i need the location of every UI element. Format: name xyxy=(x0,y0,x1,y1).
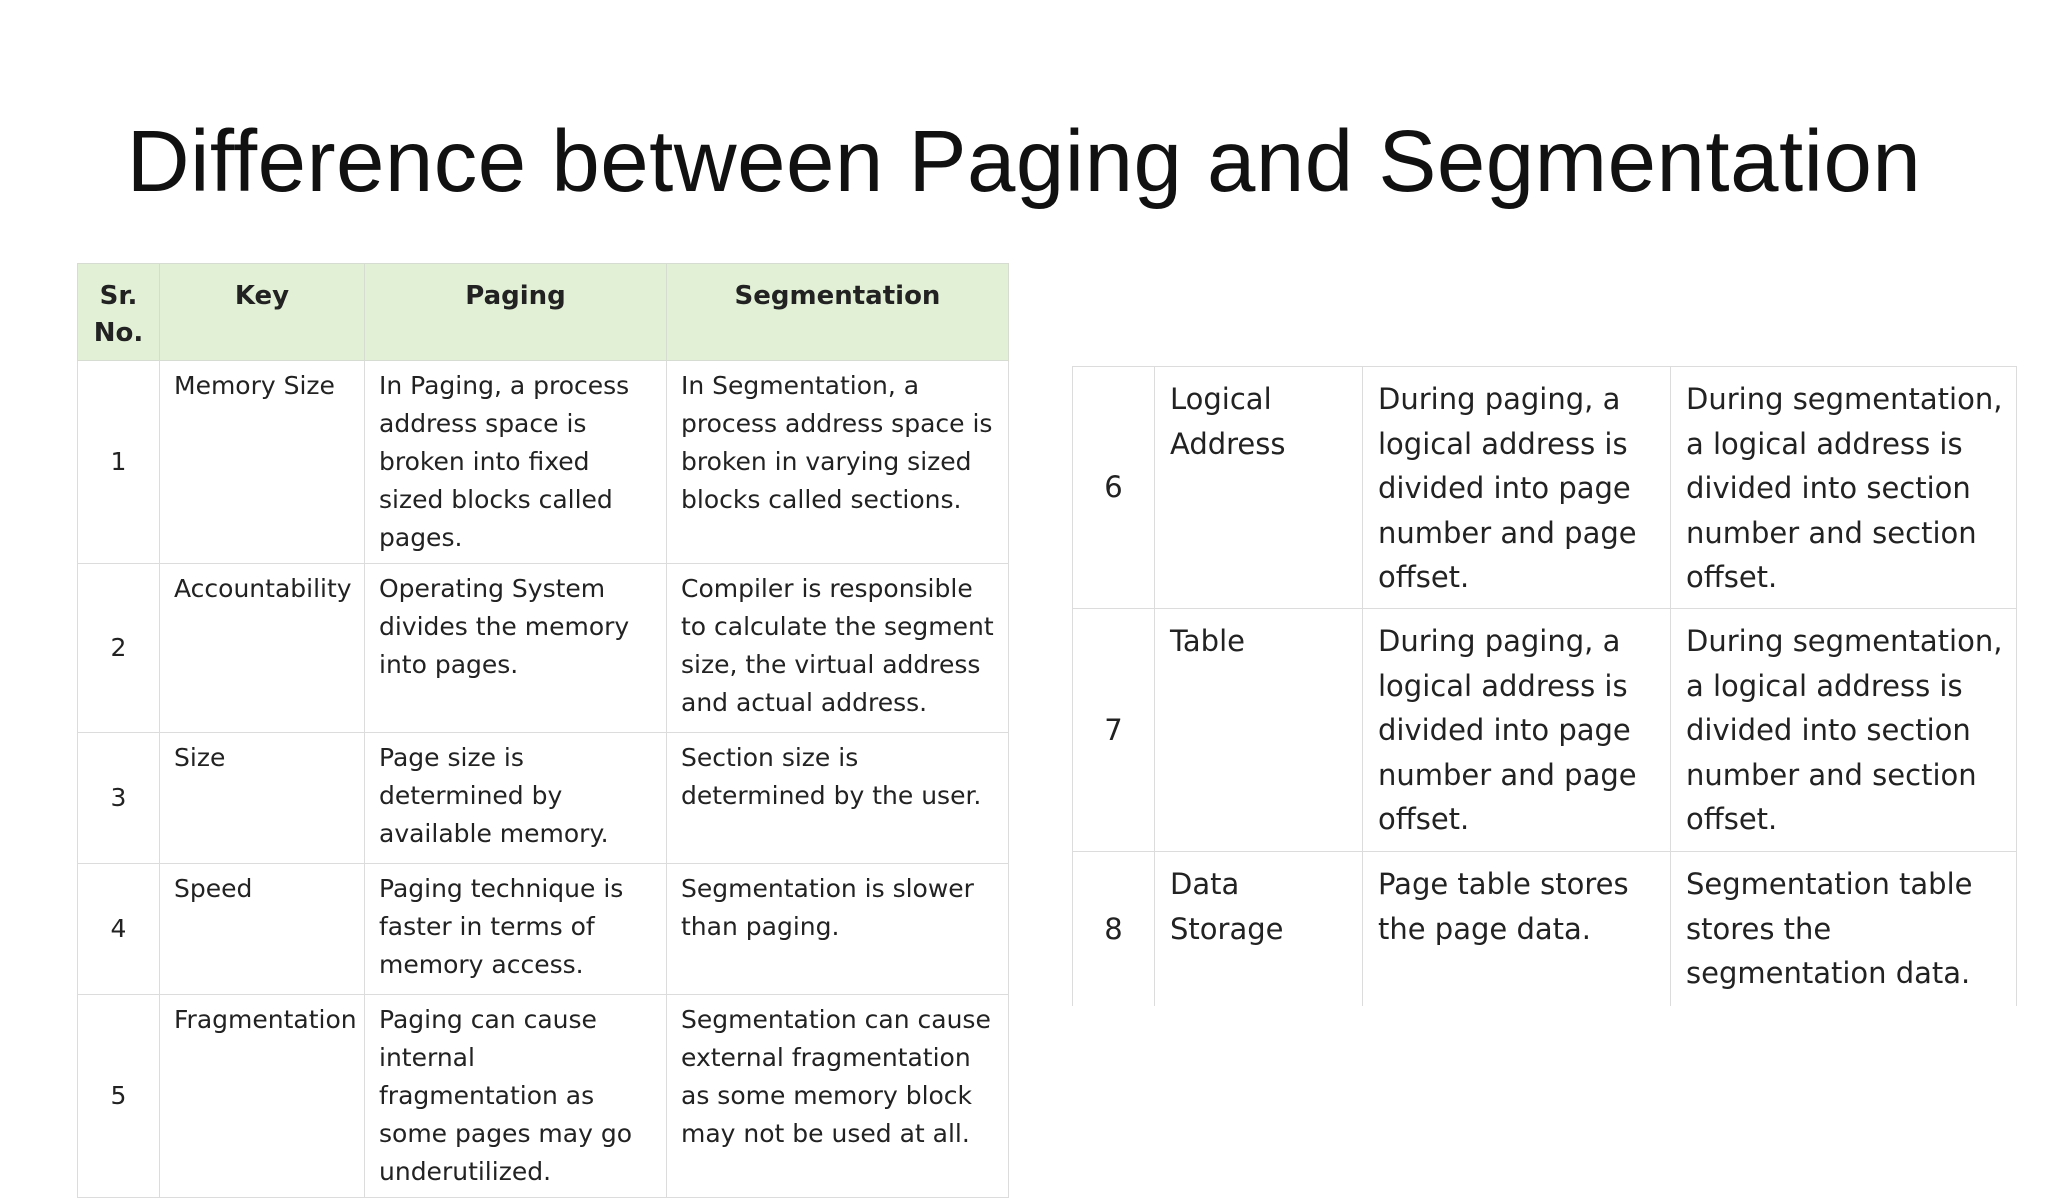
table-row xyxy=(1073,367,2017,609)
table-row xyxy=(1073,852,2017,1006)
table-header-row xyxy=(78,264,1009,361)
table-row xyxy=(78,361,1009,564)
row-key: Data Storage xyxy=(1155,852,1363,1006)
header-paging: Paging xyxy=(365,264,667,361)
comparison-table-right xyxy=(1072,366,2017,1006)
row-paging: Paging technique is faster in terms of memory access. xyxy=(365,864,667,995)
row-segmentation: During segmentation, a logical address is divided into section number and section offset. xyxy=(1671,609,2017,852)
row-segmentation: During segmentation, a logical address is divided into section number and section offset. xyxy=(1671,367,2017,609)
row-segmentation: Segmentation is slower than paging. xyxy=(667,864,1009,995)
table-row xyxy=(1073,609,2017,852)
row-paging: In Paging, a process address space is broken into fixed sized blocks called pages. xyxy=(365,361,667,564)
table-row xyxy=(78,733,1009,864)
row-paging: Page table stores the page data. xyxy=(1363,852,1671,1006)
row-key: Speed xyxy=(160,864,365,995)
row-key: Table xyxy=(1155,609,1363,852)
row-number: 2 xyxy=(78,564,160,733)
row-number: 4 xyxy=(78,864,160,995)
row-key: Fragmentation xyxy=(160,995,365,1198)
row-number: 3 xyxy=(78,733,160,864)
row-number: 8 xyxy=(1073,852,1155,1006)
header-key: Key xyxy=(160,264,365,361)
row-paging: Paging can cause internal fragmentation as some pages may go underutilized. xyxy=(365,995,667,1198)
row-key: Memory Size xyxy=(160,361,365,564)
row-key: Logical Address xyxy=(1155,367,1363,609)
row-segmentation: In Segmentation, a process address space is broken in varying sized blocks called sections. xyxy=(667,361,1009,564)
row-segmentation: Compiler is responsible to calculate the segment size, the virtual address and actual address. xyxy=(667,564,1009,733)
row-paging: During paging, a logical address is divided into page number and page offset. xyxy=(1363,367,1671,609)
row-paging: Page size is determined by available memory. xyxy=(365,733,667,864)
row-number: 5 xyxy=(78,995,160,1198)
comparison-table-left xyxy=(77,263,1009,1198)
row-key: Accountability xyxy=(160,564,365,733)
row-number: 6 xyxy=(1073,367,1155,609)
row-paging: During paging, a logical address is divided into page number and page offset. xyxy=(1363,609,1671,852)
row-number: 1 xyxy=(78,361,160,564)
row-segmentation: Section size is determined by the user. xyxy=(667,733,1009,864)
slide-title: Difference between Paging and Segmentation xyxy=(126,113,1922,210)
header-segmentation: Segmentation xyxy=(667,264,1009,361)
row-number: 7 xyxy=(1073,609,1155,852)
row-segmentation: Segmentation table stores the segmentation data. xyxy=(1671,852,2017,1006)
row-segmentation: Segmentation can cause external fragmentation as some memory block may not be used at all. xyxy=(667,995,1009,1198)
table-row xyxy=(78,564,1009,733)
row-paging: Operating System divides the memory into pages. xyxy=(365,564,667,733)
table-row xyxy=(78,995,1009,1198)
header-sr-no: Sr. No. xyxy=(78,264,160,361)
row-key: Size xyxy=(160,733,365,864)
table-row xyxy=(78,864,1009,995)
